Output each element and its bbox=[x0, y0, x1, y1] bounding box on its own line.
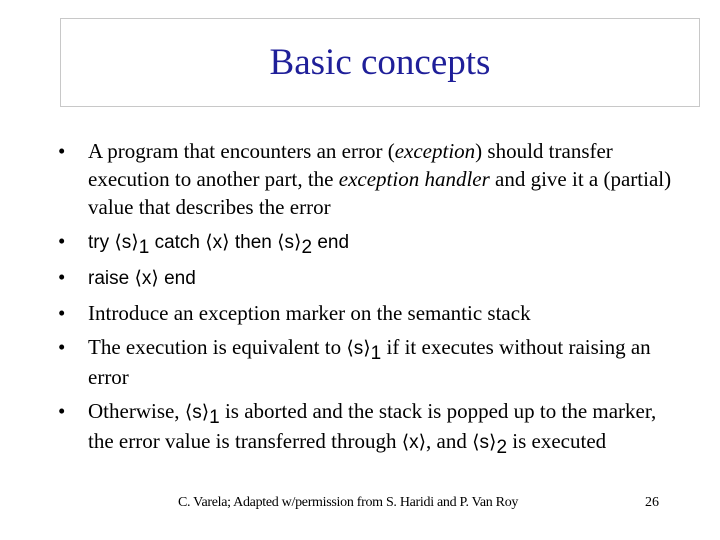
bullet-emphasis: exception bbox=[394, 139, 476, 163]
bullet-text: is aborted and the stack is popped up to the marker, the error value is transferred through bbox=[88, 399, 657, 453]
bullet-glyph: • bbox=[58, 335, 66, 359]
bullet-item bbox=[58, 227, 673, 257]
bullet-item bbox=[58, 333, 673, 391]
bullet-text: and give it a (partial) value that describes the error bbox=[88, 167, 672, 219]
bullet-text: is executed bbox=[507, 429, 607, 453]
code-text: ⟨x⟩ bbox=[401, 432, 427, 453]
title-box bbox=[60, 18, 700, 107]
bullet-text: , and bbox=[426, 429, 473, 453]
bullet-item bbox=[58, 397, 673, 457]
subscript: 1 bbox=[370, 343, 382, 364]
bullet-glyph: • bbox=[58, 399, 66, 423]
code-text: ⟨s⟩ bbox=[184, 402, 210, 423]
subscript: 2 bbox=[301, 237, 313, 258]
bullet-glyph: • bbox=[58, 265, 66, 289]
slide-title: Basic concepts bbox=[269, 42, 491, 83]
bullet-list bbox=[58, 137, 673, 463]
code-text: ⟨s⟩ bbox=[346, 338, 371, 359]
page-number: 26 bbox=[645, 495, 659, 510]
bullet-emphasis: exception handler bbox=[338, 167, 490, 191]
bullet-item bbox=[58, 263, 673, 293]
bullet-text: The execution is equivalent to bbox=[88, 335, 347, 359]
subscript: 1 bbox=[138, 237, 150, 258]
code-text: raise ⟨x⟩ end bbox=[88, 268, 196, 289]
subscript: 1 bbox=[209, 407, 220, 428]
bullet-glyph: • bbox=[58, 301, 66, 325]
bullet-text: A program that encounters an error ( bbox=[88, 139, 395, 163]
bullet-glyph: • bbox=[58, 139, 66, 163]
bullet-item bbox=[58, 137, 673, 221]
slide-footer: C. Varela; Adapted w/permission from S. Haridi and P. Van Roy bbox=[178, 495, 519, 510]
bullet-text: Otherwise, bbox=[88, 399, 185, 423]
code-text: catch ⟨x⟩ then ⟨s⟩ bbox=[149, 232, 302, 253]
bullet-text: if it executes without raising an error bbox=[88, 335, 651, 389]
bullet-item bbox=[58, 299, 673, 327]
bullet-glyph: • bbox=[58, 229, 66, 253]
bullet-text: ) should transfer execution to another part, the bbox=[88, 139, 613, 191]
bullet-text: Introduce an exception marker on the semantic stack bbox=[88, 301, 531, 325]
code-text: ⟨s⟩ bbox=[472, 432, 497, 453]
subscript: 2 bbox=[496, 437, 508, 458]
code-text: try ⟨s⟩ bbox=[88, 232, 139, 253]
code-text: end bbox=[312, 232, 350, 253]
